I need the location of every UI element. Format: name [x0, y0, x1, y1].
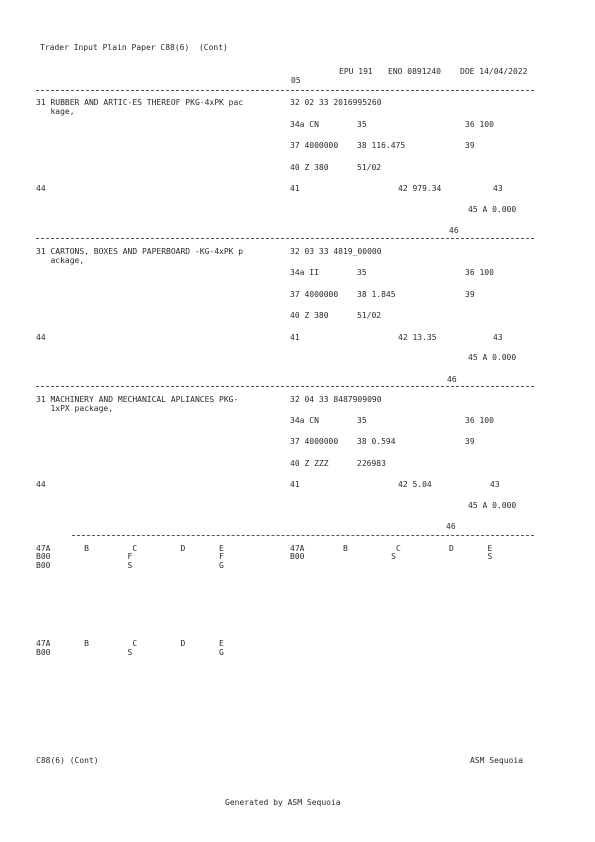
tax-header-right: 47A B C D E	[290, 544, 493, 553]
box-44: 44	[36, 333, 46, 342]
box-35: 35	[357, 416, 367, 425]
box-41: 41	[290, 333, 300, 342]
box-38: 38 0.594	[357, 437, 396, 446]
box-43: 43	[493, 184, 503, 193]
box-40-ref: 51/02	[357, 163, 382, 172]
epu-number: EPU 191	[339, 67, 373, 76]
box-39: 39	[465, 290, 475, 299]
box-41: 41	[290, 184, 300, 193]
box-46: 46	[449, 226, 459, 235]
box-37: 37 4000000	[290, 141, 339, 150]
box-42: 42 5.04	[398, 480, 432, 489]
entry-date: DOE 14/04/2022	[460, 67, 528, 76]
item-description: 31 RUBBER AND ARTIC-ES THEREOF PKG-4xPK pac kage,	[36, 98, 244, 116]
box-34a: 34a II	[290, 268, 319, 277]
box-40: 40 Z 380	[290, 311, 329, 320]
box-38: 38 116.475	[357, 141, 406, 150]
box-37: 37 4000000	[290, 290, 339, 299]
box-41: 41	[290, 480, 300, 489]
item-description: 31 MACHINERY AND MECHANICAL APLIANCES PKG- 1xPX package,	[36, 395, 239, 413]
divider	[36, 238, 534, 239]
box-42: 42 979.34	[398, 184, 442, 193]
box-45: 45 A 0.000	[468, 501, 517, 510]
tax-row-left-2: B00 S G	[36, 648, 224, 657]
box-40-ref: 51/02	[357, 311, 382, 320]
box-39: 39	[465, 141, 475, 150]
divider	[36, 90, 534, 91]
box-43: 43	[493, 333, 503, 342]
tax-header-left: 47A B C D E	[36, 544, 224, 553]
commodity-code: 32 04 33 8487909090	[290, 395, 382, 404]
box-45: 45 A 0.000	[468, 353, 517, 362]
item-description: 31 CARTONS, BOXES AND PAPERBOARD -KG-4xPK p ackage,	[36, 247, 244, 265]
box-36: 36 100	[465, 268, 494, 277]
box-36: 36 100	[465, 416, 494, 425]
generated-by: Generated by ASM Sequoia	[225, 798, 341, 807]
box-44: 44	[36, 184, 46, 193]
box-45: 45 A 0.000	[468, 205, 517, 214]
footer-form-name: C88(6) (Cont)	[36, 756, 99, 765]
tax-row-left: B00 S G	[36, 561, 224, 570]
box-44: 44	[36, 480, 46, 489]
box-34a: 34a CN	[290, 120, 319, 129]
page-title: Trader Input Plain Paper C88(6) (Cont)	[40, 43, 228, 52]
box-35: 35	[357, 268, 367, 277]
commodity-code: 32 02 33 2016995260	[290, 98, 382, 107]
box-36: 36 100	[465, 120, 494, 129]
tax-header-left-2: 47A B C D E	[36, 639, 224, 648]
tax-row-left: B00 F F	[36, 552, 224, 561]
box-05: 05	[291, 76, 301, 85]
tax-row-right: B00 S S	[290, 552, 493, 561]
commodity-code: 32 03 33 4819_00000	[290, 247, 382, 256]
box-40-ref: 226983	[357, 459, 386, 468]
box-34a: 34a CN	[290, 416, 319, 425]
box-42: 42 13.35	[398, 333, 437, 342]
box-35: 35	[357, 120, 367, 129]
box-39: 39	[465, 437, 475, 446]
box-40: 40 Z ZZZ	[290, 459, 329, 468]
box-38: 38 1.845	[357, 290, 396, 299]
box-46: 46	[446, 522, 456, 531]
divider	[72, 535, 534, 536]
box-46: 46	[447, 375, 457, 384]
entry-number: ENO 0891240	[388, 67, 441, 76]
box-40: 40 Z 380	[290, 163, 329, 172]
box-43: 43	[490, 480, 500, 489]
footer-vendor: ASM Sequoia	[470, 756, 523, 765]
divider	[36, 386, 534, 387]
box-37: 37 4000000	[290, 437, 339, 446]
